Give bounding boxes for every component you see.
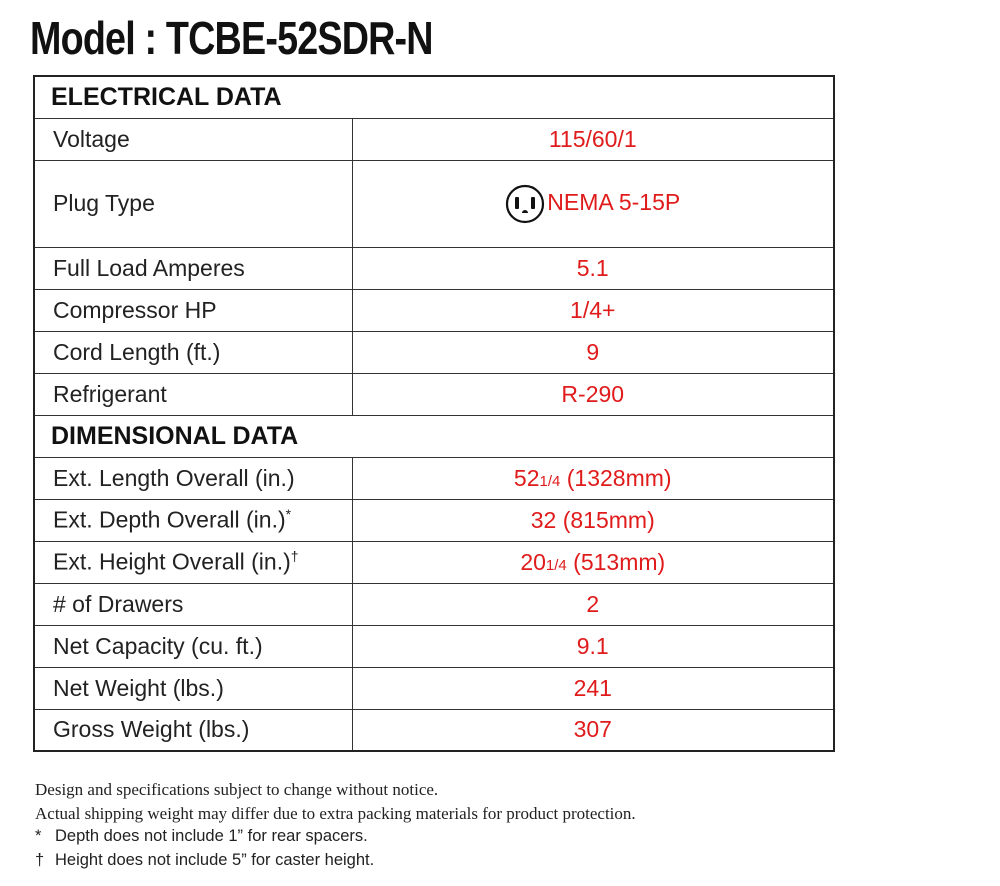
table-row (34, 667, 834, 709)
row-label: Refrigerant (34, 373, 352, 415)
section-heading-dimensional: DIMENSIONAL DATA (34, 415, 834, 457)
table-row (34, 709, 834, 751)
table-row (34, 625, 834, 667)
table-row (34, 331, 834, 373)
row-label: Net Capacity (cu. ft.) (34, 625, 352, 667)
row-value: 115/60/1 (352, 118, 834, 160)
value-fraction: 1/4 (539, 472, 561, 490)
plug-type-text: NEMA 5-15P (547, 188, 681, 215)
table-row (34, 541, 834, 583)
row-value: 1/4+ (352, 289, 834, 331)
section-heading-electrical: ELECTRICAL DATA (34, 76, 834, 118)
value-whole: 52 (513, 464, 540, 491)
footnote-mark: * (285, 506, 292, 523)
spec-table (33, 75, 835, 752)
nema-plug-icon (505, 184, 545, 224)
row-value: 9 (352, 331, 834, 373)
row-value: 241 (352, 667, 834, 709)
footnote-text: Depth does not include 1” for rear spacers. (55, 827, 368, 845)
value-whole: 20 (520, 548, 546, 575)
section-row-dimensional (34, 415, 834, 457)
footnote-height (35, 849, 636, 873)
row-value (352, 457, 834, 499)
table-row (34, 289, 834, 331)
row-value: 307 (352, 709, 834, 751)
note-line: Actual shipping weight may differ due to extra packing materials for product protection. (35, 803, 636, 823)
row-label-wrap (34, 499, 352, 541)
row-value: 9.1 (352, 625, 834, 667)
row-value (352, 541, 834, 583)
table-row (34, 160, 834, 247)
value-metric: (513mm) (566, 548, 666, 575)
row-label: Full Load Amperes (34, 247, 352, 289)
notes (35, 778, 636, 872)
table-row (34, 583, 834, 625)
row-label: Ext. Height Overall (in.) (53, 548, 291, 575)
row-label: # of Drawers (34, 583, 352, 625)
table-row (34, 373, 834, 415)
section-row-electrical (34, 76, 834, 118)
row-label: Compressor HP (34, 289, 352, 331)
row-label: Gross Weight (lbs.) (34, 709, 352, 751)
model-title: Model : TCBE-52SDR-N (30, 12, 433, 64)
row-value: 2 (352, 583, 834, 625)
row-label: Net Weight (lbs.) (34, 667, 352, 709)
footnote-depth (35, 825, 636, 849)
table-row (34, 118, 834, 160)
footnote-mark: * (35, 827, 42, 845)
footnote-mark: † (35, 850, 45, 869)
footnote-mark: † (290, 548, 299, 565)
value-metric: (1328mm) (560, 464, 672, 491)
row-value-plug (352, 160, 834, 247)
row-label: Ext. Depth Overall (in.) (53, 506, 286, 533)
note-line: Design and specifications subject to change without notice. (35, 780, 439, 799)
row-value: 32 (815mm) (352, 499, 834, 541)
row-value: R-290 (352, 373, 834, 415)
row-label-wrap (34, 541, 352, 583)
row-value: 5.1 (352, 247, 834, 289)
row-label: Ext. Length Overall (in.) (34, 457, 352, 499)
table-row (34, 457, 834, 499)
table-row (34, 499, 834, 541)
row-label: Plug Type (34, 160, 352, 247)
value-fraction: 1/4 (545, 556, 567, 574)
footnote-text: Height does not include 5” for caster height. (55, 850, 375, 869)
table-row (34, 247, 834, 289)
row-label: Voltage (34, 118, 352, 160)
row-label: Cord Length (ft.) (34, 331, 352, 373)
